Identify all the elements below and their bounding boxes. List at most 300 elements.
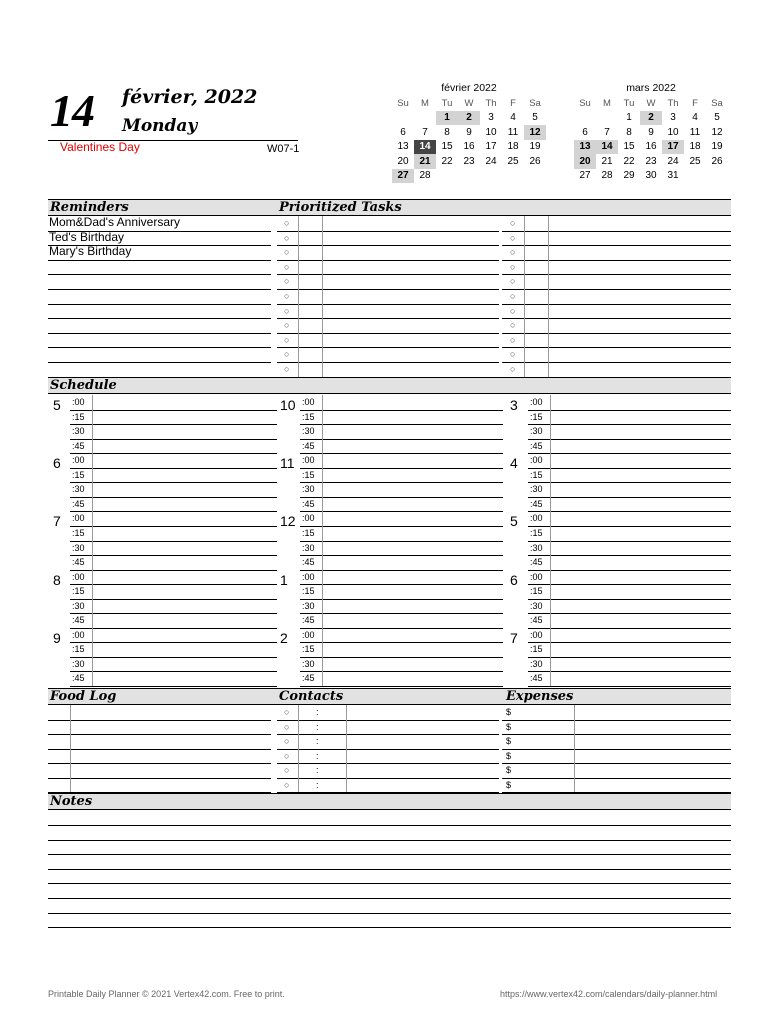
reminder-line	[48, 274, 271, 275]
contact-separator: :	[316, 750, 319, 761]
schedule-slot-line	[528, 439, 731, 440]
task-line	[502, 231, 731, 232]
minute-mark: :15	[302, 644, 315, 655]
contact-checkbox-icon[interactable]: ○	[284, 750, 290, 761]
minute-mark: :15	[530, 527, 543, 538]
schedule-slot-line	[300, 599, 503, 600]
calendar-empty-cell	[574, 111, 596, 126]
expense-line	[502, 778, 731, 779]
task-priority-divider	[298, 216, 299, 377]
schedule-slot-line	[300, 468, 503, 469]
minute-mark: :45	[530, 440, 543, 451]
calendar-empty-cell	[524, 169, 546, 184]
schedule-hour: 1	[280, 571, 288, 588]
minute-mark: :45	[530, 557, 543, 568]
schedule-slot-line	[528, 424, 731, 425]
calendar-day[interactable]: 24	[667, 155, 679, 167]
currency-symbol: $	[506, 721, 512, 732]
schedule-slot-line	[70, 410, 277, 411]
mini-calendar-next	[574, 82, 728, 183]
reminder-line	[48, 333, 271, 334]
contact-separator: :	[316, 707, 319, 717]
schedule-hour: 4	[510, 455, 518, 472]
task-priority-divider	[524, 216, 525, 377]
task-checkbox-icon[interactable]: ○	[510, 364, 516, 374]
schedule-slot-line	[528, 570, 731, 571]
contact-line	[277, 749, 499, 750]
calendar-day[interactable]: 18	[507, 141, 519, 153]
calendar-day[interactable]: 6	[582, 126, 588, 138]
schedule-slot-line	[528, 555, 731, 556]
task-line	[502, 333, 731, 334]
calendar-day[interactable]: 21	[601, 155, 613, 167]
schedule-slot-line	[300, 511, 503, 512]
schedule-slot-line	[70, 482, 277, 483]
calendar-day[interactable]: 19	[711, 141, 723, 153]
calendar-day[interactable]: 27	[392, 169, 414, 184]
calendar-day[interactable]: 25	[689, 155, 701, 167]
calendar-day[interactable]: 9	[648, 126, 654, 138]
schedule-slot-line	[70, 599, 277, 600]
weekday-header: M	[421, 97, 429, 109]
task-checkbox-icon[interactable]: ○	[510, 232, 516, 243]
minute-mark: :00	[530, 629, 543, 640]
food-log-line	[48, 734, 271, 735]
minute-mark: :45	[72, 557, 85, 568]
reminder-line	[48, 304, 271, 305]
weekday-header: F	[692, 97, 698, 109]
schedule-slot-line	[70, 686, 277, 687]
contact-checkbox-icon[interactable]: ○	[284, 721, 290, 732]
calendar-day[interactable]: 10	[485, 126, 497, 138]
schedule-slot-line	[528, 657, 731, 658]
notes-line	[48, 825, 731, 826]
schedule-hour: 11	[280, 455, 295, 472]
minute-mark: :45	[72, 498, 85, 509]
task-checkbox-icon[interactable]: ○	[510, 334, 516, 345]
currency-symbol: $	[506, 707, 512, 717]
schedule-minute-divider	[550, 570, 551, 628]
task-line	[277, 274, 499, 275]
schedule-minute-divider	[322, 453, 323, 511]
expense-line	[502, 720, 731, 721]
calendar-day[interactable]: 29	[623, 170, 635, 182]
schedule-minute-divider	[550, 511, 551, 569]
schedule-slot-line	[528, 642, 731, 643]
calendar-day[interactable]: 25	[507, 155, 519, 167]
schedule-hour: 7	[53, 513, 61, 530]
task-line	[502, 245, 731, 246]
calendar-day[interactable]: 27	[579, 170, 591, 182]
reminder-line	[48, 347, 271, 348]
calendar-day[interactable]: 24	[485, 155, 497, 167]
schedule-minute-divider	[550, 453, 551, 511]
schedule-slot-line	[70, 613, 277, 614]
task-checkbox-icon[interactable]: ○	[510, 291, 516, 301]
schedule-slot-line	[300, 555, 503, 556]
footer-url[interactable]: https://www.vertex42.com/calendars/daily-planner.html	[500, 989, 718, 999]
contact-checkbox-icon[interactable]: ○	[284, 779, 290, 790]
schedule-slot-line	[300, 424, 503, 425]
notes-line	[48, 840, 731, 841]
expense-line	[502, 749, 731, 750]
calendar-day[interactable]: 14	[596, 140, 618, 155]
contact-separator: :	[316, 736, 319, 747]
calendar-day[interactable]: 10	[667, 126, 679, 138]
schedule-minute-divider	[92, 453, 93, 511]
minute-mark: :00	[302, 571, 315, 582]
schedule-slot-line	[300, 671, 503, 672]
schedule-minute-divider	[322, 570, 323, 628]
section-header-bar	[48, 793, 731, 810]
task-checkbox-icon[interactable]: ○	[284, 218, 290, 228]
schedule-slot-line	[70, 541, 277, 542]
notes-line	[48, 898, 731, 899]
calendar-day[interactable]: 4	[510, 112, 516, 124]
notes-line	[48, 927, 731, 928]
calendar-grid	[392, 96, 546, 183]
calendar-day[interactable]: 2	[640, 111, 662, 126]
contact-line	[277, 734, 499, 735]
task-line	[502, 274, 731, 275]
calendar-day[interactable]: 16	[463, 141, 475, 153]
task-checkbox-icon[interactable]: ○	[510, 261, 516, 272]
minute-mark: :15	[302, 469, 315, 480]
calendar-day[interactable]: 3	[488, 112, 494, 124]
minute-mark: :30	[72, 484, 85, 495]
task-line	[277, 245, 499, 246]
schedule-slot-line	[70, 555, 277, 556]
minute-mark: :00	[530, 571, 543, 582]
task-checkbox-icon[interactable]: ○	[510, 247, 516, 258]
schedule-hour: 2	[280, 629, 288, 646]
currency-symbol: $	[506, 736, 512, 747]
calendar-day[interactable]: 13	[574, 140, 596, 155]
holiday-label: Valentines Day	[60, 140, 140, 154]
calendar-day[interactable]: 28	[419, 170, 431, 182]
task-line	[502, 347, 731, 348]
schedule-slot-line	[70, 526, 277, 527]
minute-mark: :30	[302, 658, 315, 669]
minute-mark: :30	[530, 542, 543, 553]
contact-checkbox-icon[interactable]: ○	[284, 736, 290, 747]
contact-separator: :	[316, 721, 319, 732]
calendar-day[interactable]: 23	[463, 155, 475, 167]
week-code: W07-1	[267, 143, 300, 155]
schedule-hour: 12	[280, 513, 296, 530]
calendar-day[interactable]: 12	[711, 126, 723, 138]
schedule-slot-line	[70, 657, 277, 658]
calendar-day[interactable]: 20	[574, 154, 596, 169]
month-year: février, 2022	[122, 86, 258, 108]
schedule-hour: 8	[53, 571, 61, 588]
schedule-slot-line	[528, 468, 731, 469]
calendar-day[interactable]: 26	[529, 155, 541, 167]
calendar-day[interactable]: 5	[714, 112, 720, 124]
calendar-empty-cell	[392, 111, 414, 126]
minute-mark: :45	[302, 673, 315, 684]
schedule-slot-line	[70, 511, 277, 512]
minute-mark: :15	[530, 586, 543, 597]
calendar-empty-cell	[480, 169, 502, 184]
mini-calendar-current	[392, 82, 546, 183]
schedule-minute-divider	[550, 395, 551, 453]
schedule-slot-line	[300, 657, 503, 658]
schedule-slot-line	[300, 628, 503, 629]
calendar-empty-cell	[502, 169, 524, 184]
schedule-minute-divider	[322, 395, 323, 453]
minute-mark: :30	[302, 600, 315, 611]
currency-symbol: $	[506, 765, 512, 776]
minute-mark: :15	[530, 644, 543, 655]
schedule-minute-divider	[92, 511, 93, 569]
reminder-line	[48, 362, 271, 363]
task-checkbox-icon[interactable]: ○	[510, 320, 516, 331]
schedule-slot-line	[528, 511, 731, 512]
schedule-minute-divider	[322, 511, 323, 569]
minute-mark: :00	[72, 571, 85, 582]
schedule-slot-line	[528, 628, 731, 629]
task-checkbox-icon[interactable]: ○	[510, 218, 516, 228]
task-checkbox-icon[interactable]: ○	[510, 349, 516, 360]
task-checkbox-icon[interactable]: ○	[284, 364, 290, 374]
calendar-day[interactable]: 17	[662, 140, 684, 155]
contact-checkbox-icon[interactable]: ○	[284, 707, 290, 717]
task-line	[277, 347, 499, 348]
contact-line	[277, 778, 499, 779]
calendar-day[interactable]: 14	[414, 140, 436, 155]
day-number: 14	[50, 85, 94, 136]
calendar-day[interactable]: 2	[458, 111, 480, 126]
minute-mark: :45	[302, 498, 315, 509]
schedule-slot-line	[70, 468, 277, 469]
schedule-slot-line	[300, 541, 503, 542]
expense-line	[502, 734, 731, 735]
reminder-item: Mom&Dad's Anniversary	[49, 215, 181, 229]
food-log-divider	[70, 705, 71, 792]
task-checkbox-icon[interactable]: ○	[284, 291, 290, 301]
minute-mark: :45	[530, 673, 543, 684]
contact-line	[277, 720, 499, 721]
schedule-slot-line	[70, 671, 277, 672]
schedule-hour: 3	[510, 397, 518, 413]
currency-symbol: $	[506, 750, 512, 761]
minute-mark: :30	[530, 658, 543, 669]
task-checkbox-icon[interactable]: ○	[284, 261, 290, 272]
minute-mark: :45	[302, 440, 315, 451]
food-log-line	[48, 778, 271, 779]
calendar-day[interactable]: 6	[400, 126, 406, 138]
minute-mark: :30	[530, 426, 543, 437]
calendar-empty-cell	[684, 169, 706, 184]
task-checkbox-icon[interactable]: ○	[510, 276, 516, 287]
schedule-slot-line	[70, 424, 277, 425]
calendar-day[interactable]: 26	[711, 155, 723, 167]
calendar-day[interactable]: 15	[441, 141, 453, 153]
minute-mark: :30	[72, 658, 85, 669]
task-checkbox-icon[interactable]: ○	[284, 247, 290, 258]
minute-mark: :45	[72, 673, 85, 684]
calendar-day[interactable]: 18	[689, 141, 701, 153]
task-checkbox-icon[interactable]: ○	[284, 276, 290, 287]
schedule-slot-line	[70, 497, 277, 498]
food-log-line	[48, 763, 271, 764]
schedule-slot-line	[300, 584, 503, 585]
minute-mark: :30	[302, 426, 315, 437]
schedule-slot-line	[300, 686, 503, 687]
calendar-day[interactable]: 3	[670, 112, 676, 124]
minute-mark: :00	[530, 513, 543, 524]
task-checkbox-icon[interactable]: ○	[284, 320, 290, 331]
schedule-minute-divider	[322, 628, 323, 686]
weekday-header: Su	[579, 97, 591, 109]
notes-line	[48, 883, 731, 884]
schedule-hour: 10	[280, 397, 296, 413]
schedule-slot-line	[70, 439, 277, 440]
calendar-day[interactable]: 13	[397, 141, 409, 153]
calendar-day[interactable]: 1	[436, 111, 458, 126]
schedule-slot-line	[300, 482, 503, 483]
calendar-day[interactable]: 31	[667, 170, 679, 182]
task-checkbox-icon[interactable]: ○	[284, 305, 290, 316]
calendar-day[interactable]: 1	[626, 112, 632, 124]
section-header-bar	[48, 199, 731, 216]
contact-line	[277, 763, 499, 764]
calendar-month-title: février 2022	[441, 82, 497, 94]
calendar-day[interactable]: 11	[507, 126, 519, 138]
food-log-line	[48, 720, 271, 721]
weekday-header: Th	[485, 97, 497, 109]
schedule-slot-line	[300, 497, 503, 498]
schedule-minute-divider	[92, 570, 93, 628]
minute-mark: :45	[72, 615, 85, 626]
calendar-day[interactable]: 17	[485, 141, 497, 153]
calendar-empty-cell	[414, 111, 436, 126]
calendar-day[interactable]: 21	[414, 154, 436, 169]
weekday-header: W	[464, 97, 474, 109]
calendar-day[interactable]: 22	[441, 155, 453, 167]
task-divider	[548, 216, 549, 377]
contact-checkbox-icon[interactable]: ○	[284, 765, 290, 776]
schedule-slot-line	[70, 642, 277, 643]
task-checkbox-icon[interactable]: ○	[284, 334, 290, 345]
calendar-empty-cell	[596, 111, 618, 126]
calendar-day[interactable]: 30	[645, 170, 657, 182]
task-line	[277, 304, 499, 305]
calendar-day[interactable]: 11	[689, 126, 701, 138]
notes-line	[48, 913, 731, 914]
schedule-hour: 6	[510, 571, 518, 588]
minute-mark: :15	[72, 644, 85, 655]
minute-mark: :45	[302, 557, 315, 568]
task-checkbox-icon[interactable]: ○	[510, 305, 516, 316]
reminder-line	[48, 289, 271, 290]
minute-mark: :00	[530, 455, 543, 466]
calendar-day[interactable]: 9	[466, 126, 472, 138]
section-header-bar	[48, 377, 731, 394]
minute-mark: :15	[530, 411, 543, 422]
calendar-day[interactable]: 4	[692, 112, 698, 124]
calendar-day[interactable]: 15	[623, 141, 635, 153]
minute-mark: :15	[302, 411, 315, 422]
schedule-slot-line	[528, 453, 731, 454]
calendar-month-title: mars 2022	[626, 82, 676, 94]
task-checkbox-icon[interactable]: ○	[284, 232, 290, 243]
minute-mark: :00	[72, 513, 85, 524]
schedule-slot-line	[70, 628, 277, 629]
calendar-day[interactable]: 5	[532, 112, 538, 124]
calendar-day[interactable]: 8	[626, 126, 632, 138]
schedule-minute-divider	[92, 395, 93, 453]
minute-mark: :30	[72, 426, 85, 437]
schedule-minute-divider	[92, 628, 93, 686]
schedule-slot-line	[528, 671, 731, 672]
minute-mark: :15	[72, 469, 85, 480]
minute-mark: :45	[530, 615, 543, 626]
calendar-day[interactable]: 16	[645, 141, 657, 153]
task-line	[277, 231, 499, 232]
calendar-day[interactable]: 8	[444, 126, 450, 138]
section-title-reminders: Reminders	[50, 200, 129, 215]
calendar-day[interactable]: 7	[604, 126, 610, 138]
calendar-day[interactable]: 7	[422, 126, 428, 138]
contact-separator: :	[316, 779, 319, 790]
section-title-tasks: Prioritized Tasks	[279, 200, 402, 215]
minute-mark: :15	[530, 469, 543, 480]
weekday: Monday	[122, 116, 198, 136]
weekday-header: Su	[397, 97, 409, 109]
contact-divider	[346, 705, 347, 792]
schedule-slot-line	[528, 482, 731, 483]
section-title-schedule: Schedule	[50, 378, 117, 393]
schedule-slot-line	[70, 453, 277, 454]
notes-line	[48, 854, 731, 855]
minute-mark: :15	[72, 527, 85, 538]
food-log-line	[48, 749, 271, 750]
minute-mark: :45	[72, 440, 85, 451]
calendar-empty-cell	[706, 169, 728, 184]
task-line	[502, 260, 731, 261]
minute-mark: :30	[530, 484, 543, 495]
currency-symbol: $	[506, 779, 512, 790]
weekday-header: Tu	[441, 97, 453, 109]
schedule-slot-line	[300, 526, 503, 527]
schedule-slot-line	[528, 541, 731, 542]
calendar-day[interactable]: 28	[601, 170, 613, 182]
calendar-day[interactable]: 20	[397, 155, 409, 167]
calendar-day[interactable]: 19	[529, 141, 541, 153]
task-divider	[322, 216, 323, 377]
minute-mark: :00	[72, 629, 85, 640]
task-line	[277, 260, 499, 261]
schedule-slot-line	[528, 686, 731, 687]
minute-mark: :00	[72, 455, 85, 466]
calendar-day[interactable]: 12	[524, 125, 546, 140]
calendar-day[interactable]: 22	[623, 155, 635, 167]
section-title-contacts: Contacts	[279, 689, 344, 704]
schedule-hour: 5	[510, 513, 518, 530]
calendar-day[interactable]: 23	[645, 155, 657, 167]
footer-copyright: Printable Daily Planner © 2021 Vertex42.com. Free to print.	[48, 989, 285, 999]
minute-mark: :30	[302, 484, 315, 495]
schedule-minute-divider	[550, 628, 551, 686]
task-checkbox-icon[interactable]: ○	[284, 349, 290, 360]
minute-mark: :00	[302, 629, 315, 640]
minute-mark: :00	[302, 397, 315, 407]
reminder-line	[48, 260, 271, 261]
expense-line	[502, 763, 731, 764]
reminder-item: Ted's Birthday	[49, 229, 124, 244]
